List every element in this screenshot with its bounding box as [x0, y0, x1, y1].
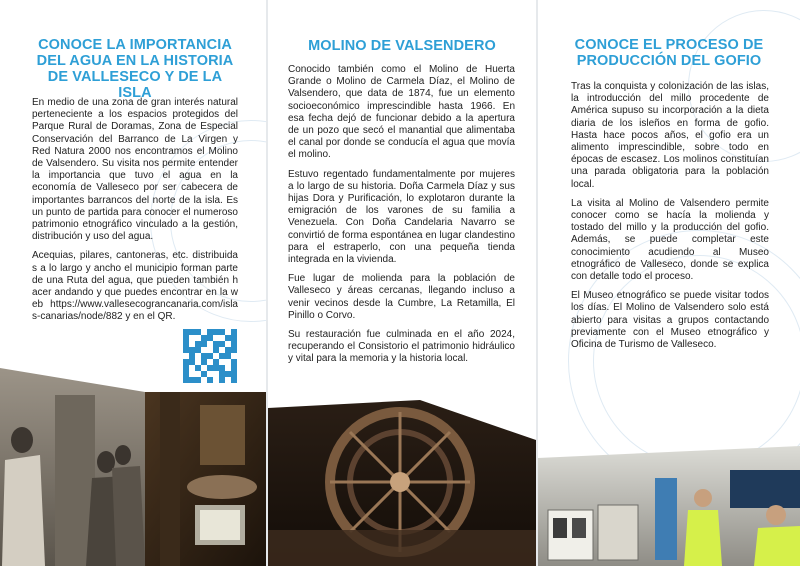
panel-right — [538, 0, 800, 566]
panel-center-body — [288, 64, 515, 373]
fold-line — [266, 0, 268, 566]
panel-right-title: CONOCE EL PROCESO DE PRODUCCIÓN DEL GOFIO — [574, 37, 764, 69]
panel-right-body — [571, 81, 769, 358]
fold-line — [536, 0, 538, 566]
paragraph: Conocido también como el Molino de Huerta Grande o Molino de Carmela Díaz, el Molino de Valsendero, que data de 1874, fue un elemento socioeconómico imprescindible hasta 1966. En esa fecha dejó de funcionar debido a la apertura de un pozo que secó el manantial que alimentaba el canal por donde se conducía el agua que movía el molino. — [288, 64, 515, 161]
paragraph: El Museo etnográfico se puede visitar todos los días. El Molino de Valsendero solo está abierto para visitas a grupos contactando previamente con el Museo etnográfico y Oficina de Turismo de Valleseco. — [571, 290, 769, 351]
paragraph: Estuvo regentado fundamentalmente por mujeres a lo largo de su historia. Doña Carmela Díaz y sus hijas Dora y Purificación, lo explotaron durante la emigración de los varones de su familia a Venezuela. Con Doña Candelaria Navarro se convirtió de forma espontánea en lugar clandestino para el estraperlo, con una pequeña tienda integrada en la vivienda. — [288, 168, 515, 266]
panel-center-title: MOLINO DE VALSENDERO — [308, 38, 496, 54]
paragraph: Tras la conquista y colonización de las islas, la introducción del millo procedente de América supuso su incorporación a la dieta diaria de los isleños en forma de gofio. Hasta hace pocos años, el gofio era un alimento imprescindible, sobre todo en épocas de escasez. Los molinos constituían una parada obligatoria para la población local. — [571, 81, 769, 190]
paragraph: Su restauración fue culminada en el año 2024, recuperando el Consistorio el patrimonio hidráulico y vital para la memoria y la historia local. — [288, 329, 515, 365]
paragraph: En medio de una zona de gran interés natural perteneciente a los espacios protegidos del Parque Rural de Doramas, Zona de Especial Conservación del Barranco de La Virgen y Red Natura 2000 nos encontramos el Molino de Valsendero. Su visita nos permite entender la importancia que tuvo el agua en la economía de Valleseco por ser cabecera de importantes barrancos del norte de la isla. Es un punto de partida para conocer el numeroso patrimonio etnográfico vinculado a la gestión, distribución y uso del agua. — [32, 97, 238, 243]
panel-left-body — [32, 97, 238, 331]
paragraph: La visita al Molino de Valsendero permite conocer como se hacía la molienda y tostado del millo y la producción del gofio. Además, se puede completar este conocimiento acudiendo al Museo etnográfico de Valleseco, donde se explica con detalle todo el proceso. — [571, 197, 769, 283]
panel-left-title: CONOCE LA IMPORTANCIA DEL AGUA EN LA HISTORIA DE VALLESECO Y DE LA ISLA — [36, 37, 234, 101]
panel-left — [0, 0, 266, 566]
panel-center — [268, 0, 536, 566]
paragraph: Acequias, pilares, cantoneras, etc. distribuidas a lo largo y ancho el municipio forman parte de una Ruta del agua, que pueden también hacer andando y que puedes encontrar en la web https://www.vallesecograncanaria.com/islas-canarias/node/882 y en el QR. — [32, 250, 238, 323]
qr-code-icon — [183, 329, 237, 383]
paragraph: Fue lugar de molienda para la población de Valleseco y áreas cercanas, llegando incluso a venir vecinos desde la Cumbre, La Retamilla, El Pinillo o Corvo. — [288, 273, 515, 321]
